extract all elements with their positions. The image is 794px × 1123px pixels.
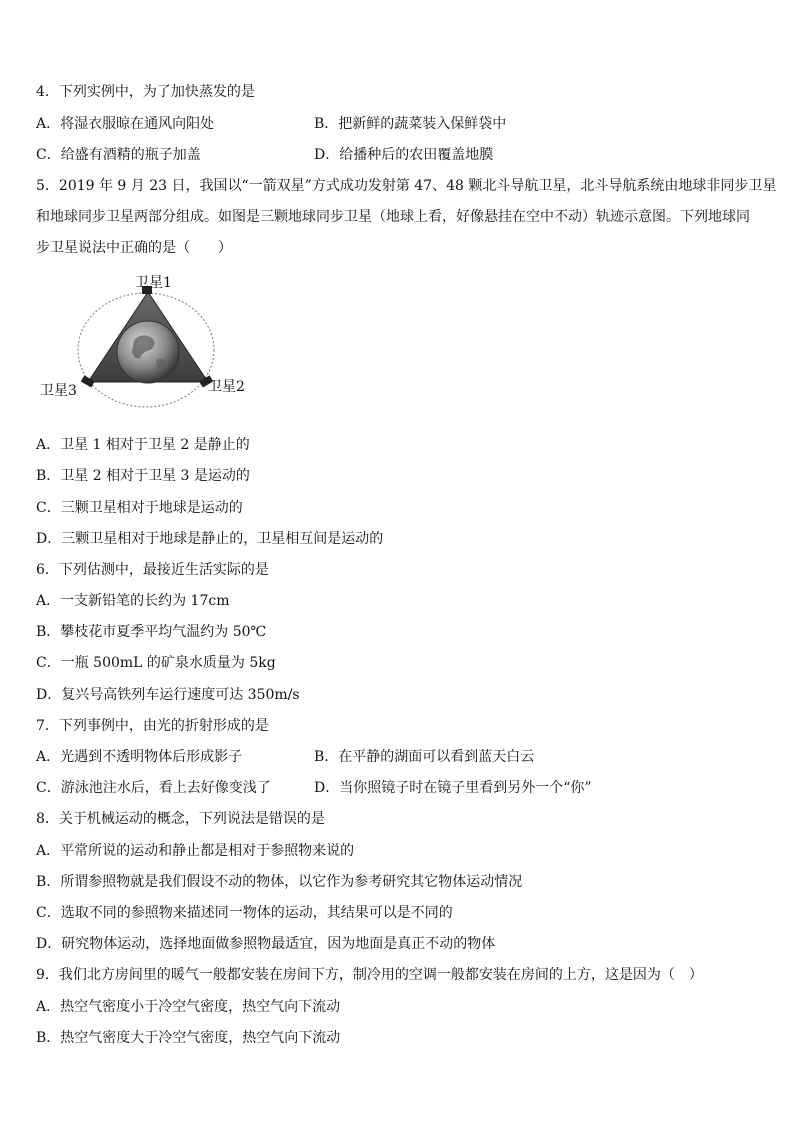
question-7-option-a: A．光遇到不透明物体后形成影子	[36, 749, 243, 765]
question-5-option-d: D．三颗卫星相对于地球是静止的，卫星相互间是运动的	[36, 531, 384, 547]
earth-globe	[117, 321, 179, 383]
question-5-stem-line-1: 5．2019 年 9 月 23 日，我国以“一箭双星”方式成功发射第 47、48 颗北斗导航卫星，北斗导航系统由地球非同步卫星	[36, 178, 777, 194]
question-5-option-c: C．三颗卫星相对于地球是运动的	[36, 500, 243, 516]
question-6-option-a: A．一支新铅笔的长约为 17cm	[36, 593, 230, 609]
question-8-stem: 8．关于机械运动的概念，下列说法是错误的是	[36, 811, 325, 827]
question-5-stem-line-3: 步卫星说法中正确的是（ ）	[36, 240, 232, 256]
question-6-option-d: D．复兴号高铁列车运行速度可达 350m/s	[36, 687, 300, 703]
question-6-stem: 6．下列估测中，最接近生活实际的是	[36, 562, 269, 578]
satellite-orbit-figure	[36, 270, 256, 410]
question-8-option-d: D．研究物体运动，选择地面做参照物最适宜，因为地面是真正不动的物体	[36, 936, 496, 952]
question-9-option-b: B．热空气密度大于冷空气密度，热空气向下流动	[36, 1030, 341, 1046]
question-7-option-d: D．当你照镜子时在镜子里看到另外一个“你”	[314, 780, 592, 796]
question-4-option-c: C．给盛有酒精的瓶子加盖	[36, 147, 201, 163]
question-9-stem: 9．我们北方房间里的暖气一般都安装在房间下方，制冷用的空调一般都安装在房间的上方，这是因为（ ）	[36, 967, 703, 983]
question-7-option-b: B．在平静的湖面可以看到蓝天白云	[314, 749, 535, 765]
satellite-1-label: 卫星1	[135, 275, 172, 291]
satellite-3-label: 卫星3	[40, 383, 77, 399]
question-8-option-c: C．选取不同的参照物来描述同一物体的运动，其结果可以是不同的	[36, 905, 453, 921]
question-6-option-c: C．一瓶 500mL 的矿泉水质量为 5kg	[36, 655, 276, 671]
question-6-option-b: B．攀枝花市夏季平均气温约为 50℃	[36, 624, 267, 640]
question-4-option-b: B．把新鲜的蔬菜装入保鲜袋中	[314, 116, 507, 132]
satellite-2-label: 卫星2	[208, 379, 245, 395]
question-5-stem-line-2: 和地球同步卫星两部分组成。如图是三颗地球同步卫星（地球上看，好像悬挂在空中不动）轨迹示意图。下列地球同	[36, 209, 750, 225]
question-5-option-a: A．卫星 1 相对于卫星 2 是静止的	[36, 437, 250, 453]
question-8-option-b: B．所谓参照物就是我们假设不动的物体，以它作为参考研究其它物体运动情况	[36, 874, 523, 890]
question-7-stem: 7．下列事例中，由光的折射形成的是	[36, 718, 269, 734]
question-5-option-b: B．卫星 2 相对于卫星 3 是运动的	[36, 468, 250, 484]
question-4-option-a: A．将湿衣服晾在通风向阳处	[36, 116, 215, 132]
question-7-option-c: C．游泳池注水后，看上去好像变浅了	[36, 780, 271, 796]
question-4-option-d: D．给播种后的农田覆盖地膜	[314, 147, 494, 163]
question-8-option-a: A．平常所说的运动和静止都是相对于参照物来说的	[36, 843, 355, 859]
question-4-stem: 4．下列实例中，为了加快蒸发的是	[36, 84, 255, 100]
question-9-option-a: A．热空气密度小于冷空气密度，热空气向下流动	[36, 999, 341, 1015]
